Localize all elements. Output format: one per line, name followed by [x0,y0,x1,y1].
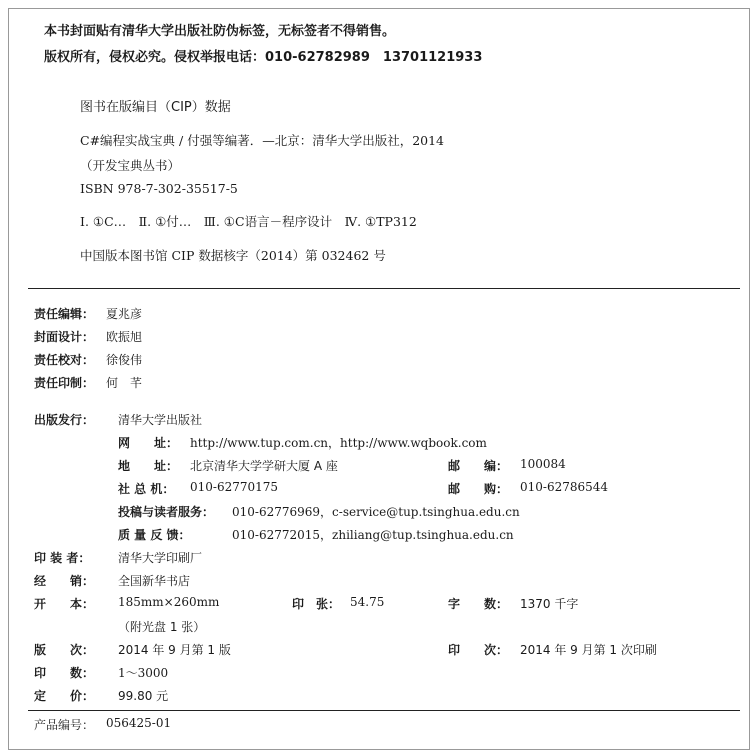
word-count-value: 1370 千字 [520,597,579,611]
cip-isbn: ISBN 978-7-302-35517-5 [80,181,238,196]
editor-name: 夏兆彦 [106,307,143,321]
impression-label: 印 次： [448,643,509,657]
distributor-value: 全国新华书店 [118,574,191,588]
distributor-label: 经 销： [34,574,95,588]
price-label: 定 价： [34,689,95,703]
word-count-label: 字 数： [448,597,509,611]
proofreader-name: 徐俊伟 [106,353,143,367]
cover-design-label: 封面设计： [34,330,95,344]
website-label: 网 址： [118,436,179,450]
anti-counterfeit-notice: 本书封面贴有清华大学出版社防伪标签，无标签者不得销售。 [44,24,396,39]
postcode-value: 100084 [520,457,566,471]
edition-value: 2014 年 9 月第 1 版 [118,643,231,657]
postcode-label: 邮 编： [448,459,509,473]
cip-heading: 图书在版编目（CIP）数据 [80,100,231,115]
sheets-label: 印 张： [292,597,341,611]
printer-label: 印 装 者： [34,551,91,565]
quality-feedback-value: 010-62772015，zhiliang@tup.tsinghua.edu.cn [232,528,514,542]
address-value: 北京清华大学学研大厦 A 座 [190,459,338,473]
submission-label: 投稿与读者服务： [118,505,215,519]
print-count-label: 印 数： [34,666,95,680]
format-label: 开 本： [34,597,95,611]
mail-order-label: 邮 购： [448,482,509,496]
website-value: http://www.tup.com.cn，http://www.wqbook.com [190,436,487,450]
mail-order-value: 010-62786544 [520,480,609,494]
quality-feedback-label: 质 量 反 馈： [118,528,191,542]
submission-value: 010-62776969，c-service@tup.tsinghua.edu.cn [232,505,520,519]
switchboard-label: 社 总 机： [118,482,175,496]
address-label: 地 址： [118,459,179,473]
sheets-value: 54.75 [350,595,385,609]
cip-title-line: C#编程实战宝典 / 付强等编著．—北京：清华大学出版社，2014 [80,133,445,148]
divider-bottom [28,710,740,711]
cip-classification: Ⅰ. ①C… Ⅱ. ①付… Ⅲ. ①C语言－程序设计 Ⅳ. ①TP312 [80,214,417,229]
switchboard-value: 010-62770175 [190,480,279,494]
print-count-value: 1～3000 [118,666,169,680]
editor-label: 责任编辑： [34,307,95,321]
print-manager-name: 何 芊 [106,376,143,390]
publisher-label: 出版发行： [34,413,95,427]
format-value: 185mm×260mm [118,595,220,609]
proofreader-label: 责任校对： [34,353,95,367]
publisher-name: 清华大学出版社 [118,413,203,427]
price-value: 99.80 元 [118,689,169,703]
divider-top [28,288,740,289]
print-manager-label: 责任印制： [34,376,95,390]
edition-label: 版 次： [34,643,95,657]
cip-data-number: 中国版本图书馆 CIP 数据核字（2014）第 032462 号 [80,248,386,263]
attachment-note: （附光盘 1 张） [118,620,206,634]
cip-series: （开发宝典丛书） [80,158,181,173]
impression-value: 2014 年 9 月第 1 次印刷 [520,643,657,657]
cover-design-name: 欧振旭 [106,330,143,344]
copyright-notice: 版权所有，侵权必究。侵权举报电话：010-62782989 13701121933 [44,50,483,65]
printer-value: 清华大学印刷厂 [118,551,203,565]
product-code-label: 产品编号： [34,718,95,732]
product-code-value: 056425-01 [106,716,172,730]
